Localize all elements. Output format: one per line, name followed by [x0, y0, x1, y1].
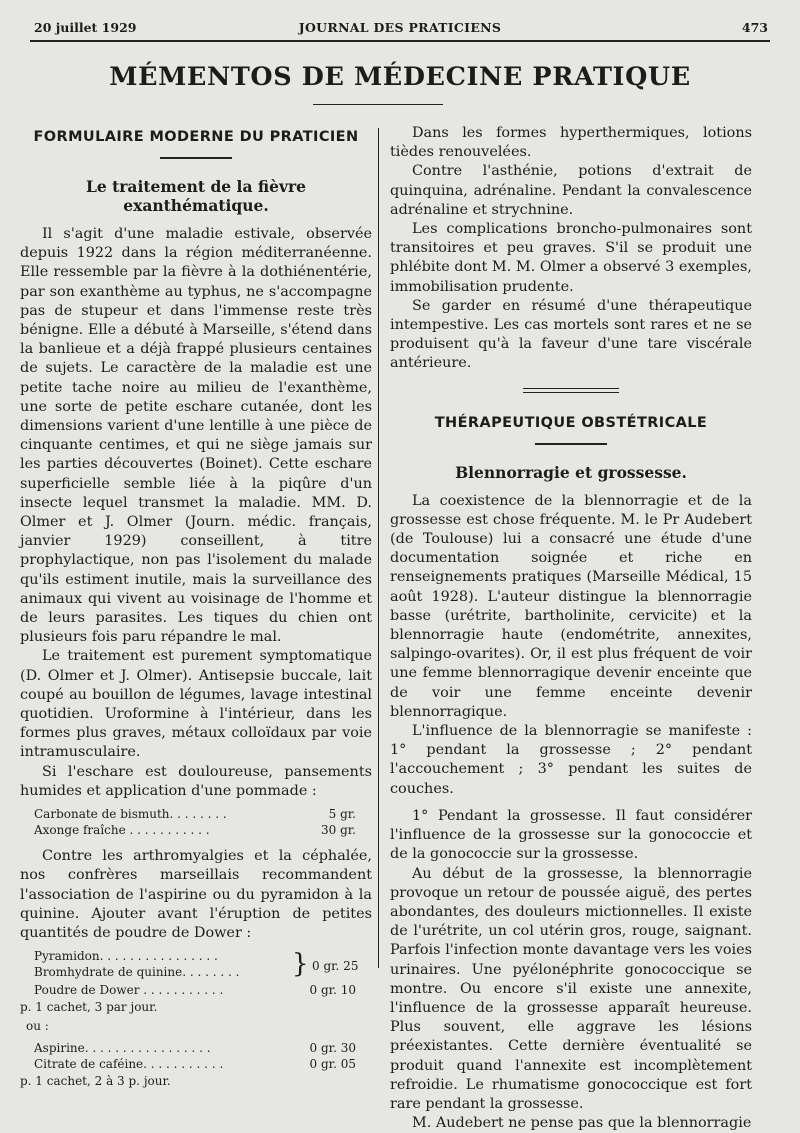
- article-subhead-fievre: Le traitement de la fièvre exanthématique.: [85, 177, 307, 215]
- section-heading-therapeutique: THÉRAPEUTIQUE OBSTÉTRICALE: [434, 414, 708, 431]
- section-rule: [160, 157, 232, 159]
- ingredient-dose: 5 gr.: [328, 807, 356, 822]
- paragraph: Contre les arthromyalgies et la céphalée, nos confrères marseillais recommandent l'association de l'aspirine ou du pyramidon à la quinine. Ajouter avant l'éruption de petites quantités de poudre de Dower :: [20, 848, 372, 941]
- alternative-label: ou :: [26, 1019, 49, 1034]
- header-page-number: 473: [741, 20, 768, 35]
- paragraph: Se garder en résumé d'une thérapeutique intempestive. Les cas mortels sont rares et ne se produisent qu'à la faveur d'une tare viscérale antérieure.: [390, 297, 752, 372]
- prescription-line: [20, 1041, 372, 1057]
- header-journal-title: JOURNAL DES PRATICIENS: [298, 20, 502, 35]
- section-heading-formulaire: FORMULAIRE MODERNE DU PRATICIEN: [33, 129, 359, 145]
- prescription-line: [20, 807, 372, 823]
- ingredient-dose: 0 gr. 25: [312, 959, 359, 974]
- ingredient-dose: 0 gr. 05: [309, 1056, 356, 1071]
- paragraph: L'influence de la blennorragie se manifeste : 1° pendant la grossesse ; 2° pendant l'accouchement ; 3° pendant les suites de couches.: [390, 723, 752, 797]
- ingredient-name: Bromhydrate de quinine. . . . . . . .: [34, 965, 240, 980]
- ingredient-dose: 0 gr. 30: [309, 1040, 356, 1055]
- prescription-ointment: [20, 807, 372, 839]
- ingredient-dose: 30 gr.: [321, 823, 356, 838]
- paragraph: Le traitement est purement symptomatique (D. Olmer et J. Olmer). Antisepsie buccale, lait coupé au bouillon de légumes, lavage intestinal quotidien. Uroformine à l'intérieur, dans les formes plus graves, métaux colloïdaux par voie intramusculaire.: [20, 648, 372, 761]
- running-head: [30, 20, 770, 38]
- ingredient-name: Carbonate de bismuth. . . . . . . .: [34, 807, 227, 822]
- header-date: 20 juillet 1929: [34, 20, 137, 35]
- posology: p. 1 cachet, 2 à 3 p. jour.: [20, 1073, 171, 1088]
- prescription-line: [20, 983, 372, 999]
- ingredient-name: Aspirine. . . . . . . . . . . . . . . . .: [34, 1040, 211, 1055]
- prescription-line: [20, 823, 372, 839]
- paragraph: Les complications broncho-pulmonaires sont transitoires et peu graves. S'il se produit une phlébite dont M. M. Olmer a observé 3 exemples, immobilisation prudente.: [390, 221, 752, 295]
- left-column: [20, 124, 372, 1097]
- brace-icon: }: [292, 949, 309, 980]
- paragraph: La coexistence de la blennorragie et de la grossesse est chose fréquente. M. le Pr Audebert (de Toulouse) lui a consacré une étude d'une documentation soignée et riche en renseignements pratiques (Marseille Médical, 15 août 1928). L'auteur distingue la blennorragie basse (urétrite, bartholinite, cervicite) et la blennorragie haute (endométrite, annexites, salpingo-ovarites). Or, il est plus fréquent de voir une femme blennorragique devenir enceinte que de voir une femme enceinte devenir blennorragique.: [390, 492, 752, 720]
- prescription-cachet-1: [20, 949, 372, 1089]
- ingredient-dose: 0 gr. 10: [309, 983, 356, 998]
- paragraph: Dans les formes hyperthermiques, lotions tièdes renouvelées.: [390, 125, 752, 161]
- ingredient-name: Axonge fraîche . . . . . . . . . . .: [34, 823, 210, 838]
- page-title: MÉMENTOS DE MÉDECINE PRATIQUE: [109, 62, 691, 92]
- section-separator: [523, 388, 619, 393]
- paragraph: Si l'eschare est douloureuse, pansements humides et application d'une pommade :: [20, 763, 372, 799]
- header-rule: [30, 40, 770, 42]
- column-divider: [378, 128, 379, 968]
- posology: p. 1 cachet, 3 par jour.: [20, 1000, 158, 1015]
- ingredient-name: Citrate de caféine. . . . . . . . . . .: [34, 1056, 224, 1071]
- prescription-braced-group: [20, 949, 372, 983]
- prescription-line: [20, 1057, 372, 1073]
- paragraph: M. Audebert ne pense pas que la blennorragie: [412, 1115, 752, 1132]
- title-rule: [313, 104, 443, 105]
- paragraph: Contre l'asthénie, potions d'extrait de quinquina, adrénaline. Pendant la convalescence adrénaline et strychnine.: [390, 163, 752, 218]
- ingredient-name: Pyramidon. . . . . . . . . . . . . . . .: [34, 949, 218, 964]
- section-rule: [535, 443, 607, 445]
- article-subhead-blennorragie: Blennorragie et grossesse.: [455, 462, 687, 482]
- right-column: [390, 124, 752, 1133]
- ingredient-name: Poudre de Dower . . . . . . . . . . .: [34, 983, 224, 998]
- paragraph: Il s'agit d'une maladie estivale, observée depuis 1922 dans la région méditerranéenne. Elle ressemble par la fièvre à la dothiénentérie, par son exanthème au typhus, ne s'accompagne pas de stupeur et dans l'immense reste très bénigne. Elle a débuté à Marseille, s'étend dans la banlieue et a déjà frappé plusieurs centaines de sujets. Le caractère de la maladie est une petite tache noire au milieu de l'exanthème, une sorte de petite eschare cutanée, dont les dimensions varient d'une lentille à une pièce de cinquante centimes, et qui ne siège jamais sur les parties découvertes (Boinet). Cette eschare superficielle semble liée à la piqûre d'un insecte lequel transmet la maladie. MM. D. Olmer et J. Olmer (Journ. médic. français, janvier 1929) conseillent, à titre prophylactique, non pas l'isolement du malade qu'ils estiment inutile, mais la surveillance des animaux qui vivent au voisinage de l'homme et de leurs parasites. Les tiques du chien ont plusieurs fois paru répandre le mal.: [20, 226, 372, 646]
- paragraph: 1° Pendant la grossesse. Il faut considérer l'influence de la grossesse sur la gonococcie et de la gonococcie sur la grossesse.: [390, 807, 752, 863]
- paragraph: Au début de la grossesse, la blennorragie provoque un retour de poussée aiguë, des pertes abondantes, des douleurs mictionnelles. Il existe de l'urétrite, un col utérin gros, rouge, saignant. Parfois l'infection monte davantage vers les voies urinaires. Une pyélonéphrite gonococcique se montre. Ou encore s'il existe une annexite, l'influence de la grossesse apparaît heureuse. Plus souvent, elle aggrave les lésions préexistantes. Cette dernière éventualité se produit quand l'annexite est incomplètement refroidie. Le rhumatisme gonococcique est fort rare pendant la grossesse.: [390, 865, 752, 1112]
